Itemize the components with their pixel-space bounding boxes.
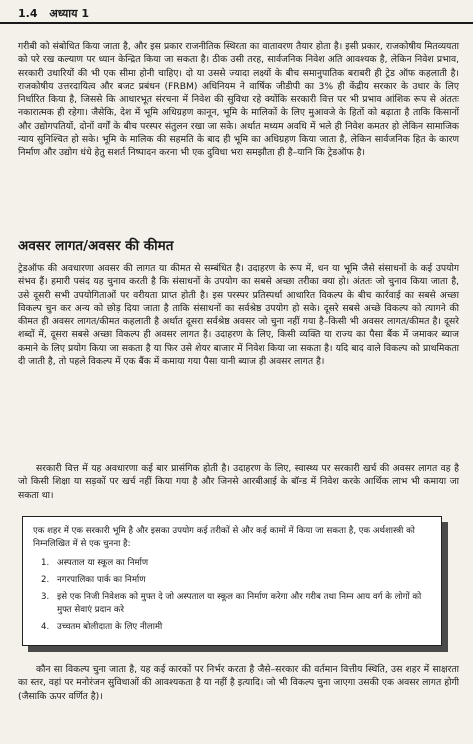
example-box-intro: एक शहर में एक सरकारी भूमि है और इसका उपयोग कई तरीकों से और कई कामों में किया जा सकता है, एक अर्थशास्त्री को निम्नलिखित में से एक चुनना है: xyxy=(33,526,415,549)
list-item: 4. उच्चतम बोलीदाता के लिए नीलामी xyxy=(41,622,163,632)
paragraph-conclusion: कौन सा विकल्प चुना जाता है, यह कई कारकों पर निर्भर करता है जैसे–सरकार की वर्तमान वित्तीय स्थिति, उस शहर में साक्षरता का स्तर, वहां पर मनोरंजन सुविधाओं की आवश्यकता है या नहीं है इत्यादि। जो भी विकल्प चुना जाएगा उसकी एक अवसर लागत होगी (जैसाकि ऊपर वर्णित है)। xyxy=(18,664,459,702)
paragraph-intro: गरीबी को संबोधित किया जाता है, और इस प्रकार राजनीतिक स्थिरता का वातावरण तैयार होता है। इसी प्रकार, राजकोषीय मितव्ययता को परे रख कल्याण पर ध्यान केन्द्रित किया जा सकता है। ठीक उसी तरह, सार्वजनिक निवेश अति आवश्यक है, लेकिन निवेश प्रभाव, सरकारी उधारियों की भी एक सीमा होनी चाहिए। दो या उससे ज्यादा लक्ष्यों के बीच समानुपातिक बराबरी ही ट्रेड ऑफ कहलाती है। राजकोषीय उत्तरदायित्व और बजट प्रबंधन (FRBM) अधिनियम ने वार्षिक जीडीपी का 3% ही केंद्रीय सरकार के उधार के लिए निर्धारित किया है, जिससे कि आधारभूत संरचना में निवेश की सुविधा रहे क्योंकि सरकारी वित्त पर भी प्रभाव आंशिक रूप से अंततः नकारात्मक ही रहेगा। जैसेकि, देश में भूमि अधिग्रहण कानून, भूमि के मालिकों के लिए मुआवजे के हितों को बढ़ाता है ताकि किसानों और उद्योगपतियों, दोनों वर्गों के बीच परस्पर संतुलन रखा जा सके। अर्थात मध्यम अवधि में भले ही निवेश कमतर हो लेकिन सामाजिक न्याय सुनिश्चित हो सके। भूमि के मालिक की सहमति के बाद ही भूमि का अधिग्रहण किया जाता है, लेकिन सार्वजनिक हित के कारण निर्माण और उद्योग धंधे हेतु सशर्त निष्पादन करना भी एक दुविधा भरा समझौता ही है–यानि कि ट्रेडऑफ है। xyxy=(18,41,459,159)
example-options-list xyxy=(41,557,431,638)
list-item: 1. अस्पताल या स्कूल का निर्माण xyxy=(41,558,149,568)
chapter-label: अध्याय 1 xyxy=(49,7,89,20)
list-item: 3. इसे एक निजी निवेशक को मुफ्त दे जो अस्पताल या स्कूल का निर्माण करेगा और गरीब तथा निम्न आय वर्ग के लोगों को मुफ्त सेवाएं प्रदान करे xyxy=(41,592,422,615)
section-heading: अवसर लागत/अवसर की कीमत xyxy=(18,238,174,254)
list-item: 2. नगरपालिका पार्क का निर्माण xyxy=(41,575,146,585)
paragraph-opportunity-cost: ट्रेडऑफ की अवधारणा अवसर की लागत या कीमत से सम्बंधित है। उदाहरण के रूप में, धन या भूमि जैसे संसाधनों के कई उपयोग संभव हैं। हमारी पसंद यह चुनाव करती है कि संसाधनों के उपयोग का सबसे अच्छा तरीका क्या हो। अंततः जो चुनाव किया जाता है, उसे दूसरी सभी उपयोगिताओं पर वरीयता प्राप्त होती है। इस परस्पर प्रतिस्पर्धा आधारित विकल्प के बीच कार्रवाई का सबसे अच्छा विकल्प चुन कर अन्य को छोड़ दिया जाता है ताकि संसाधनों का सर्वश्रेष्ठ उपयोग हो सके। दूसरे सबसे अच्छे विकल्प को त्यागने की कीमत ही अवसर लागत/कीमत कहलाती है अर्थात दूसरा सर्वश्रेष्ठ अवसर जो चुना नहीं गया है–किसी भी अवसर लागत/कीमत है। दूसरे शब्दों में, दूसरा सबसे अच्छा विकल्प ही अवसर लागत है। उदाहरण के लिए, किसी व्यक्ति या राज्य का पैसा बैंक में जमाकर ब्याज कमाने के लिए प्रयोग किया जा सकता है या फिर उसे शेयर बाजार में निवेश किया जा सकता है। यदि बाद वाले विकल्प को प्राथमिकता दी जाती है, तो पहले विकल्प में एक बैंक में कमाया गया पैसा यानी ब्याज ही अवसर लागत है। xyxy=(18,263,459,368)
paragraph-government-finance: सरकारी वित्त में यह अवधारणा कई बार प्रासंगिक होती है। उदाहरण के लिए, स्वास्थ्य पर सरकारी खर्च की अवसर लागत वह है जो किसी शिक्षा या सड़कों पर खर्च नहीं किया गया है और जिनसे आरबीआई के बॉन्ड में निवेश करके आर्थिक लाभ भी कमाया जा सकता था। xyxy=(18,463,459,501)
example-box xyxy=(22,516,442,646)
section-number: 1.4 xyxy=(18,7,38,20)
header-rule xyxy=(0,22,473,24)
page-header xyxy=(18,6,455,22)
